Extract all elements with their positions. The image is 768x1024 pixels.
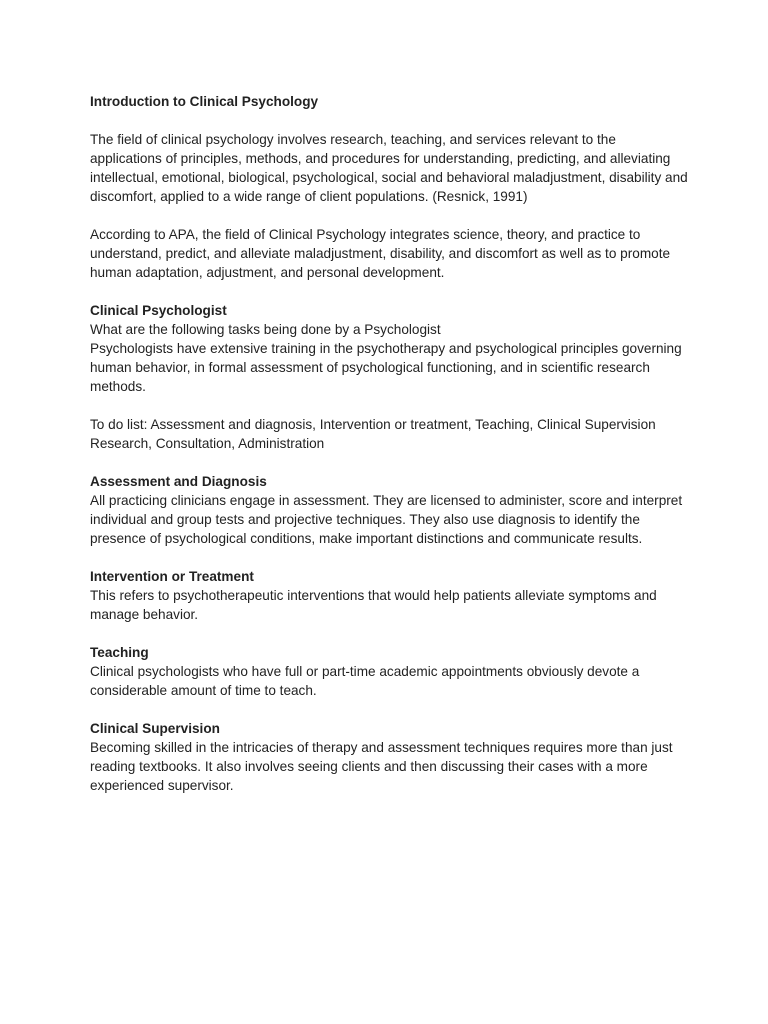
apa-paragraph-block [90,225,690,282]
section-body: Clinical psychologists who have full or part-time academic appointments obviously devote a considerable amount of time to teach. [90,664,640,698]
intro-paragraph-block [90,130,690,206]
section-body: All practicing clinicians engage in assessment. They are licensed to administer, score and interpret individual and group tests and projective techniques. They also use diagnosis to identify the presence of psychological conditions, make important distinctions and communicate results. [90,493,683,546]
section-heading: Teaching [90,645,149,660]
intro-paragraph: The field of clinical psychology involves research, teaching, and services relevant to the applications of principles, methods, and procedures for understanding, predicting, and alleviating intellectual, emotional, biological, psychological, social and behavioral maladjustment, disability and discomfort, applied to a wide range of client populations. (Resnick, 1991) [90,132,688,204]
todo-list: To do list: Assessment and diagnosis, Intervention or treatment, Teaching, Clinical Supervision Research, Consultation, Administration [90,417,656,451]
clinical-psychologist-question: What are the following tasks being done by a Psychologist [90,322,441,337]
section-heading: Intervention or Treatment [90,569,254,584]
clinical-psychologist-heading: Clinical Psychologist [90,303,227,318]
section-body: This refers to psychotherapeutic interventions that would help patients alleviate symptoms and manage behavior. [90,588,657,622]
section-intervention-treatment [90,567,690,624]
document-title: Introduction to Clinical Psychology [90,94,319,109]
apa-paragraph: According to APA, the field of Clinical Psychology integrates science, theory, and practice to understand, predict, and alleviate maladjustment, disability, and discomfort as well as to promote human adaptation, adjustment, and personal development. [90,227,671,280]
clinical-psychologist-section [90,301,690,396]
section-heading: Clinical Supervision [90,721,220,736]
document-page [90,92,690,814]
clinical-psychologist-body: Psychologists have extensive training in the psychotherapy and psychological principles governing human behavior, in formal assessment of psychological functioning, and in scientific research methods. [90,341,682,394]
document-title-block [90,92,690,111]
section-body: Becoming skilled in the intricacies of therapy and assessment techniques requires more than just reading textbooks. It also involves seeing clients and then discussing their cases with a more experienced supervisor. [90,740,673,793]
section-assessment-diagnosis [90,472,690,548]
section-clinical-supervision [90,719,690,795]
section-teaching [90,643,690,700]
section-heading: Assessment and Diagnosis [90,474,267,489]
todo-list-block [90,415,690,453]
